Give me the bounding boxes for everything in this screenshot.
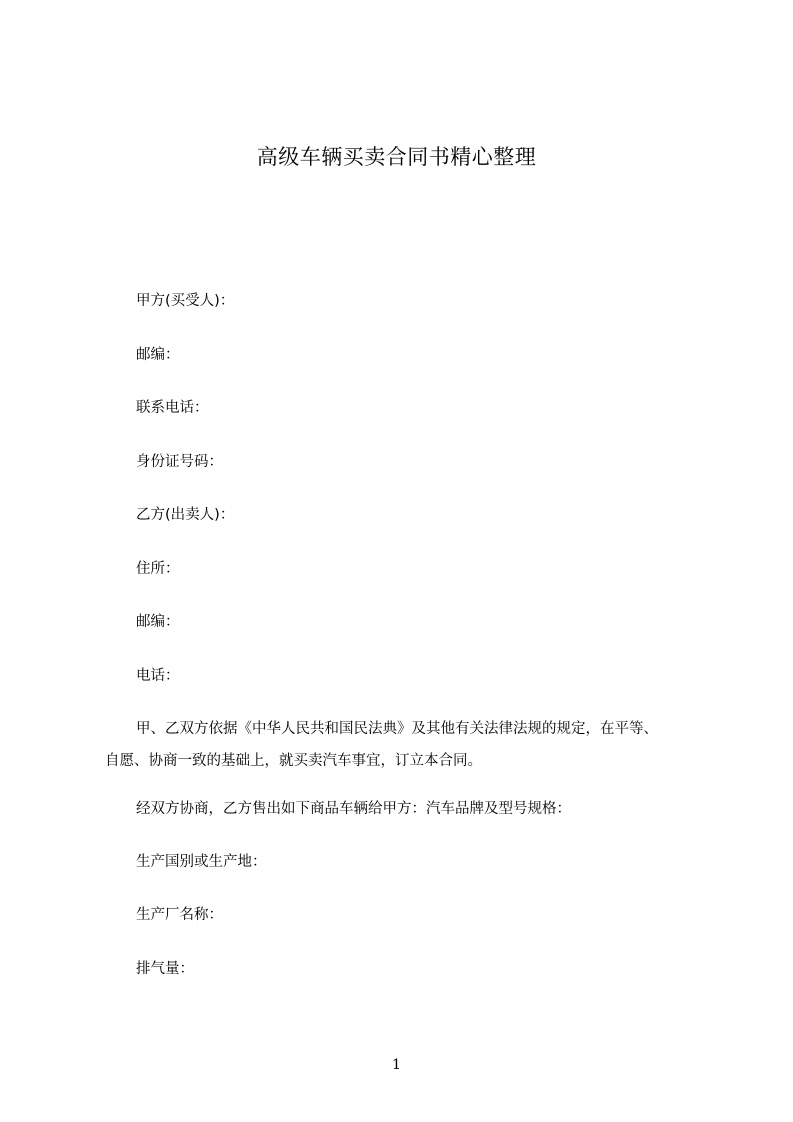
party-a-phone-label: 联系电话： [136, 400, 209, 416]
page-number: 1 [392, 1057, 401, 1073]
party-b-postcode-label: 邮编： [136, 614, 180, 630]
party-a-buyer-label: 甲方(买受人)： [136, 293, 235, 309]
party-a-id-number-label: 身份证号码： [136, 454, 223, 470]
party-a-postcode-label: 邮编： [136, 347, 180, 363]
vehicle-displacement-label: 排气量： [136, 961, 194, 977]
vehicle-manufacturer-label: 生产厂名称： [136, 907, 223, 923]
preamble-paragraph [105, 718, 705, 772]
preamble-line-2: 自愿、协商一致的基础上，就买卖汽车事宜，订立本合同。 [105, 753, 482, 769]
party-b-address-label: 住所： [136, 561, 180, 577]
preamble-line-1: 甲、乙双方依据《中华人民共和国民法典》及其他有关法律法规的规定，在平等、 [136, 721, 658, 737]
party-b-phone-label: 电话： [136, 668, 180, 684]
sale-clause: 经双方协商，乙方售出如下商品车辆给甲方：汽车品牌及型号规格： [136, 801, 571, 817]
party-b-seller-label: 乙方(出卖人)： [136, 507, 235, 523]
document-title: 高级车辆买卖合同书精心整理 [256, 145, 537, 169]
vehicle-origin-label: 生产国别或生产地： [136, 854, 267, 870]
